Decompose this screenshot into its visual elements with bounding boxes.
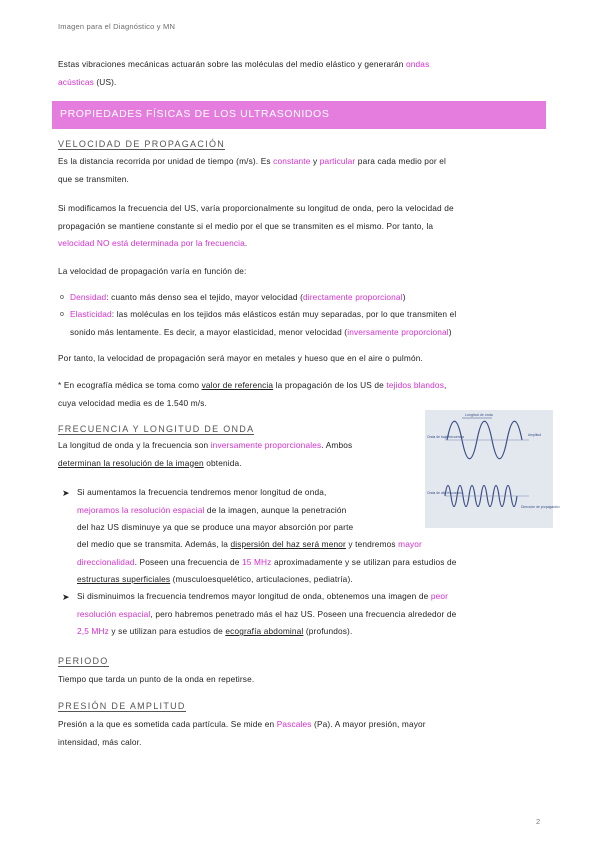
highlight: tejidos blandos — [386, 380, 444, 390]
text: y — [310, 156, 320, 166]
underlined-text: estructuras superficiales — [77, 574, 171, 584]
velocidad-p2 — [58, 200, 542, 253]
figure-label: Amplitud — [528, 433, 542, 437]
heading-periodo: PERIODO — [58, 656, 109, 666]
highlight: velocidad NO está determinada por la frecuencia — [58, 238, 245, 248]
heading-frecuencia: FRECUENCIA Y LONGITUD DE ONDA — [58, 424, 255, 434]
highlight: resolución espacial — [77, 608, 151, 619]
heading-velocidad: VELOCIDAD DE PROPAGACIÓN — [58, 139, 226, 149]
highlight: mejoramos la resolución espacial — [77, 504, 205, 515]
highlight: 15 MHz — [241, 556, 272, 567]
text: (Pa). A mayor presión, mayor — [311, 719, 426, 729]
underlined-text: valor de referencia — [201, 380, 274, 390]
figure-label: Longitud de onda — [465, 413, 493, 417]
text: ) — [448, 326, 452, 337]
velocidad-p1 — [58, 153, 542, 188]
text: para cada medio por el — [355, 156, 446, 166]
text: . Poseen una frecuencia de — [134, 556, 242, 567]
text-line: propagación se mantiene constante si el medio por el que se transmiten es el mismo. Por tanto, la — [58, 220, 434, 231]
text-line: intensidad, más calor. — [58, 736, 142, 747]
text: y tendremos — [345, 539, 399, 549]
presion-text — [58, 716, 542, 751]
frecuencia-bullet-1b — [77, 536, 542, 589]
text-line: cuya velocidad media es de 1.540 m/s. — [58, 397, 207, 408]
figure-label: Onda de alta frecuencia — [427, 491, 464, 495]
intro-text: Estas vibraciones mecánicas actuarán sobre las moléculas del medio elástico y generarán — [58, 59, 407, 69]
periodo-text: Tiempo que tarda un punto de la onda en repetirse. — [58, 674, 255, 684]
velocidad-p3: La velocidad de propagación varía en función de: — [58, 266, 247, 276]
frecuencia-bullet-2 — [77, 588, 542, 641]
velocidad-p4: Por tanto, la velocidad de propagación será mayor en metales y hueso que en el aire o pulmón. — [58, 353, 423, 363]
highlight: directamente proporcional — [303, 292, 403, 302]
highlight: peor — [430, 591, 449, 601]
section-banner-title: PROPIEDADES FÍSICAS DE LOS ULTRASONIDOS — [60, 108, 330, 120]
underlined-text: ecografía abdominal — [225, 626, 304, 636]
highlight: inversamente proporcional — [347, 326, 449, 337]
text: aproximadamente y se utilizan para estudios de — [271, 556, 457, 567]
text: sonido más lentamente. Es decir, a mayor elasticidad, menor velocidad ( — [70, 326, 348, 337]
intro-highlight-1: ondas — [406, 59, 430, 69]
text: la propagación de los US de — [273, 380, 387, 390]
velocidad-p5 — [58, 377, 542, 412]
frecuencia-bullet-1a — [77, 484, 429, 537]
wave-figure — [425, 410, 560, 528]
bullet-densidad — [70, 289, 542, 307]
arrow-bullet-icon: ➤ — [62, 592, 70, 602]
running-header: Imagen para el Diagnóstico y MN — [58, 22, 176, 31]
bullet-elasticidad — [70, 306, 542, 341]
highlight: particular — [319, 156, 356, 166]
text: obtenida. — [203, 457, 242, 468]
wave-diagram-icon — [425, 410, 560, 528]
highlight: constante — [273, 156, 311, 166]
intro-text-end: (US). — [93, 76, 117, 87]
frecuencia-p1 — [58, 437, 413, 472]
text: * En ecografía médica se toma como — [58, 380, 202, 390]
text: ) — [402, 292, 406, 302]
page-number: 2 — [536, 817, 541, 826]
text: de la imagen, aunque la penetración — [204, 504, 347, 515]
heading-presion: PRESIÓN DE AMPLITUD — [58, 701, 186, 711]
text: , pero habremos penetrado más el haz US. Poseen una frecuencia alrededor de — [150, 608, 457, 619]
highlight: direccionalidad — [77, 556, 135, 567]
text: Presión a la que es sometida cada partícula. Se mide en — [58, 719, 277, 729]
section-banner — [52, 101, 546, 129]
bullet-circle-icon: o — [60, 311, 64, 318]
figure-label: Dirección de propagación — [521, 505, 560, 509]
text-line: del haz US disminuye ya que se produce una mayor absorción por parte — [77, 522, 354, 532]
text: La longitud de onda y la frecuencia son — [58, 440, 211, 450]
underlined-text: dispersión del haz será menor — [230, 539, 346, 549]
text: y se utilizan para estudios de — [108, 626, 226, 636]
text: , — [444, 380, 447, 390]
underlined-text: determinan la resolución de la imagen — [58, 457, 204, 468]
text: (profundos). — [303, 626, 353, 636]
text: : cuanto más denso sea el tejido, mayor velocidad ( — [106, 292, 304, 302]
text: del medio que se transmita. Además, la — [77, 539, 231, 549]
text-line: Si aumentamos la frecuencia tendremos menor longitud de onda, — [77, 487, 327, 497]
intro-paragraph — [58, 56, 542, 91]
intro-highlight-2: acústicas — [58, 76, 94, 87]
highlight: mayor — [398, 539, 422, 549]
figure-label: Onda de baja frecuencia — [427, 435, 464, 439]
text: que se transmiten. — [58, 173, 129, 184]
highlight: inversamente proporcionales — [210, 440, 322, 450]
text: . Ambos — [321, 440, 353, 450]
text: : las moléculas en los tejidos más elásticos están muy separadas, por lo que transmiten el — [111, 309, 457, 319]
text: (musculoesquelético, articulaciones, pediatría). — [170, 574, 353, 584]
text: . — [244, 238, 248, 248]
highlight: Elasticidad — [70, 309, 112, 319]
text: Si disminuimos la frecuencia tendremos mayor longitud de onda, obtenemos una imagen de — [77, 591, 431, 601]
highlight: Pascales — [276, 719, 312, 729]
arrow-bullet-icon: ➤ — [62, 488, 70, 498]
bullet-circle-icon: o — [60, 294, 64, 301]
text: Es la distancia recorrida por unidad de tiempo (m/s). Es — [58, 156, 274, 166]
highlight: Densidad — [70, 292, 107, 302]
text-line: Si modificamos la frecuencia del US, varía proporcionalmente su longitud de onda, pero la velocidad de — [58, 203, 454, 213]
highlight: 2,5 MHz — [77, 626, 109, 636]
